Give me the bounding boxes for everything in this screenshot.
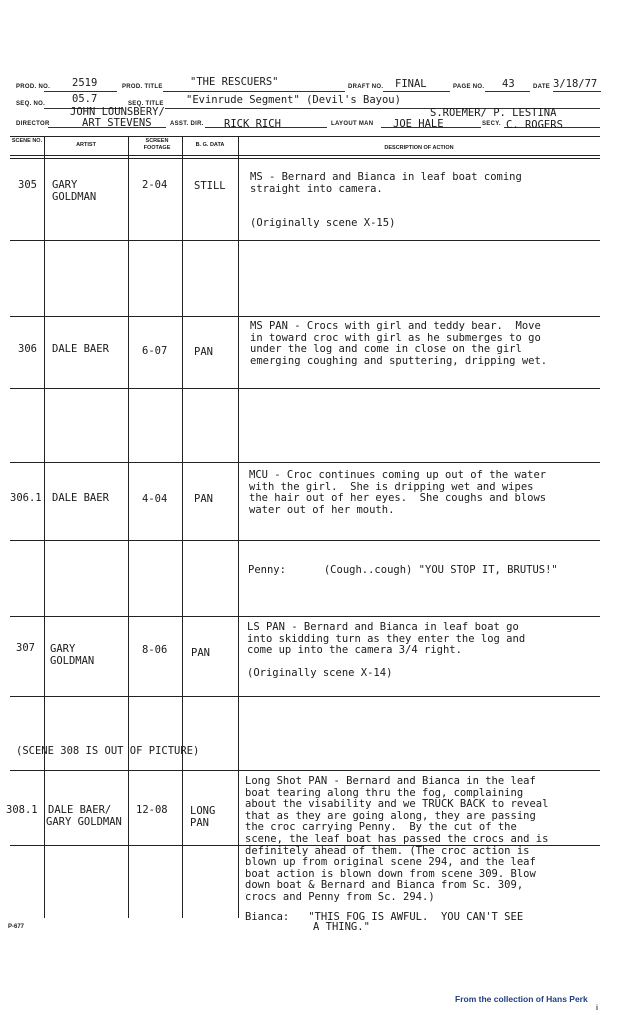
collection-credit: From the collection of Hans Perk: [455, 994, 588, 1004]
bg-data-line-2: PAN: [190, 817, 209, 829]
prod-no-label: PROD. NO.: [16, 84, 51, 90]
artist-name: DALE BAER/: [48, 804, 112, 816]
seq-no-label: SEQ. NO.: [16, 101, 46, 107]
page-no-label: PAGE NO.: [453, 84, 485, 90]
bg-data: STILL: [194, 180, 226, 192]
bg-data: PAN: [191, 647, 210, 659]
column-header-scene-no: SCENE NO.: [11, 138, 43, 144]
draft-no-label: DRAFT NO.: [348, 84, 384, 90]
bg-data: LONG: [190, 805, 216, 817]
scene-number: 308.1: [6, 804, 38, 816]
column-header-description: DESCRIPTION OF ACTION: [384, 145, 454, 151]
scene-number: 306: [18, 343, 37, 355]
artist-name: DALE BAER: [52, 343, 109, 355]
dialogue-line: Penny: (Cough..cough) "YOU STOP IT, BRUTUS!": [248, 564, 558, 576]
artist-name-line-2: GOLDMAN: [50, 655, 95, 667]
bg-data: PAN: [194, 493, 213, 505]
action-description: MS - Bernard and Bianca in leaf boat coming straight into camera. (Originally scene X-15): [250, 171, 522, 230]
layout-man-line-1: S.ROEMER/ P. LESTINA: [430, 107, 557, 119]
scene-308-note: (SCENE 308 IS OUT OF PICTURE): [16, 745, 200, 757]
director-label: DIRECTOR: [16, 121, 50, 127]
column-header-screen-footage: SCREEN FOOTAGE: [143, 138, 171, 151]
column-header-bg-data: B. G. DATA: [195, 142, 225, 148]
bg-data: PAN: [194, 346, 213, 358]
layout-man-line-2: JOE HALE: [393, 118, 444, 130]
screen-footage: 8-06: [142, 644, 168, 656]
dialogue-line: Bianca: "THIS FOG IS AWFUL. YOU CAN'T SEE: [245, 911, 524, 923]
page-no: 43: [502, 78, 515, 90]
dialogue-line-continued: A THING.": [313, 921, 370, 933]
scene-number: 307: [16, 642, 35, 654]
director-line-1: JOHN LOUNSBERY/: [70, 106, 165, 118]
asst-dir-label: ASST. DIR.: [170, 121, 204, 127]
page-mark: i: [596, 1005, 598, 1012]
secy-label: SECY.: [482, 121, 501, 127]
seq-title: "Evinrude Segment" (Devil's Bayou): [186, 94, 401, 106]
date: 3/18/77: [553, 78, 598, 90]
screen-footage: 4-04: [142, 493, 168, 505]
action-description: MCU - Croc continues coming up out of the water with the girl. She is dripping wet and wipes the hair out of her eyes. She coughs and blows water out of her mouth.: [249, 469, 547, 516]
prod-no: 2519: [72, 77, 98, 89]
form-code: P-677: [8, 924, 25, 930]
screen-footage: 6-07: [142, 345, 168, 357]
artist-name: GARY: [52, 179, 78, 191]
scene-number: 306.1: [10, 492, 42, 504]
layout-man-label: LAYOUT MAN: [331, 121, 374, 127]
artist-name: DALE BAER: [52, 492, 109, 504]
screen-footage: 2-04: [142, 179, 168, 191]
date-label: DATE: [533, 84, 551, 90]
action-description: Long Shot PAN - Bernard and Bianca in the leaf boat tearing along thru the fog, complaining about the visability and we TRUCK BACK to reveal that as they are going along, they are passing the croc carrying Penny. By the cut of the scene, the leaf boat has passed the crocs and is definitely ahead of them. (The croc action is blown up from original scene 294, and the leaf boat action is blown down from scene 309. Blow down boat & Bernard and Bianca from Sc. 309, crocs and Penny from Sc. 294.): [245, 775, 549, 903]
artist-name: GARY: [50, 643, 76, 655]
prod-title-label: PROD. TITLE: [122, 84, 163, 90]
action-description: LS PAN - Bernard and Bianca in leaf boat go into skidding turn as they enter the log and come up into the camera 3/4 right. (Originally scene X-14): [247, 621, 526, 680]
seq-title-label: SEQ. TITLE: [128, 101, 164, 107]
artist-name-line-2: GOLDMAN: [52, 191, 97, 203]
seq-no: 05.7: [72, 93, 98, 105]
prod-title: "THE RESCUERS": [190, 76, 279, 88]
screen-footage: 12-08: [136, 804, 168, 816]
column-header-artist: ARTIST: [76, 142, 96, 148]
action-description: MS PAN - Crocs with girl and teddy bear. Move in toward croc with girl as he submerges to go under the log and come in close on the girl emerging coughing and sputtering, dripping wet.: [250, 320, 548, 367]
secy: C. ROGERS: [506, 119, 563, 131]
draft-no: FINAL: [395, 78, 427, 90]
artist-name-line-2: GARY GOLDMAN: [46, 816, 122, 828]
scene-number: 305: [18, 179, 37, 191]
asst-dir: RICK RICH: [224, 118, 281, 130]
director-line-2: ART STEVENS: [82, 117, 152, 129]
